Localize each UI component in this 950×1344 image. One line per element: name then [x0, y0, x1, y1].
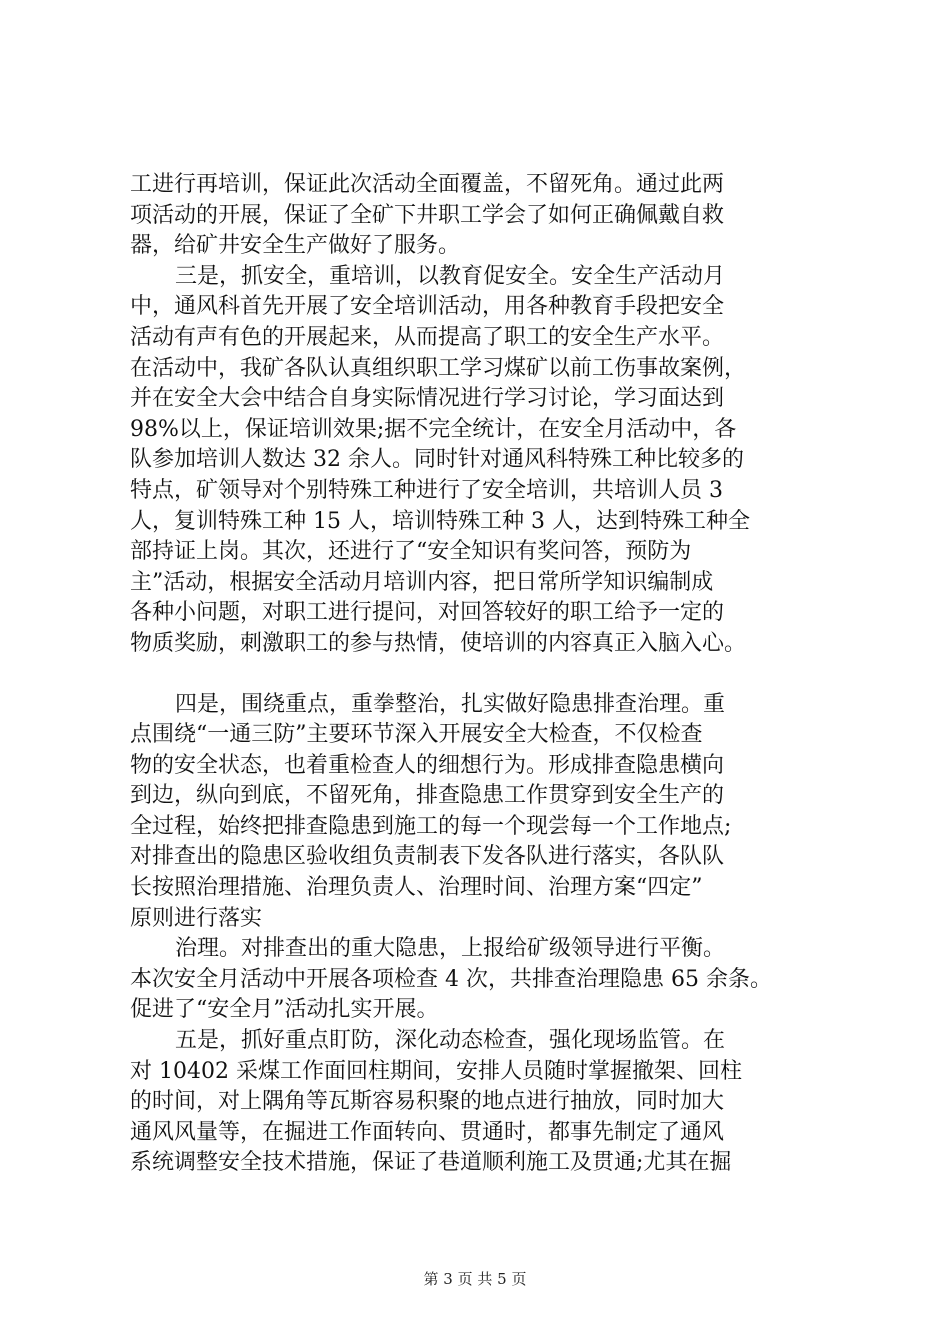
text-line: 系统调整安全技术措施，保证了巷道顺利施工及贯通;尤其在掘 [130, 1150, 732, 1176]
text-line: 的时间，对上隅角等瓦斯容易积聚的地点进行抽放，同时加大 [130, 1089, 725, 1115]
text-line: 三是，抓安全，重培训，以教育促安全。安全生产活动月 [175, 263, 726, 289]
text-line: 98%以上，保证培训效果;据不完全统计，在安全月活动中，各 [130, 416, 737, 442]
text-line: 并在安全大会中结合自身实际情况进行学习讨论，学习面达到 [130, 386, 725, 412]
text-line: 各种小问题，对职工进行提问，对回答较好的职工给予一定的 [130, 600, 725, 626]
text-line: 队参加培训人数达 32 余人。同时针对通风科特殊工种比较多的 [130, 447, 744, 473]
paragraph-gap [130, 660, 830, 690]
text-line: 特点，矿领导对个别特殊工种进行了安全培训，共培训人员 3 [130, 477, 723, 503]
page-number-footer: 第 3 页 共 5 页 [423, 1270, 527, 1288]
text-line: 全过程，始终把排查隐患到施工的每一个现尝每一个工作地点; [130, 813, 732, 839]
text-line: 工进行再培训，保证此次活动全面覆盖，不留死角。通过此两 [130, 172, 725, 197]
text-line: 长按照治理措施、治理负责人、治理时间、治理方案“四定” [130, 875, 703, 901]
text-line: 活动有声有色的开展起来，从而提高了职工的安全生产水平。 [130, 324, 725, 350]
text-line: 物的安全状态，也着重检查人的细想行为。形成排查隐患横向 [130, 752, 725, 778]
text-line: 部持证上岗。其次，还进行了“安全知识有奖问答，预防为 [130, 539, 692, 565]
text-line: 本次安全月活动中开展各项检查 4 次，共排查治理隐患 65 余条。 [130, 966, 772, 992]
text-line: 到边，纵向到底，不留死角，排查隐患工作贯穿到安全生产的 [130, 783, 725, 809]
document-body [130, 170, 830, 1179]
text-line: 中，通风科首先开展了安全培训活动，用各种教育手段把安全 [130, 294, 725, 320]
text-line: 对 10402 采煤工作面回柱期间，安排人员随时掌握撤架、回柱 [130, 1058, 742, 1084]
text-line: 通风风量等，在掘进工作面转向、贯通时，都事先制定了通风 [130, 1119, 725, 1145]
text-line: 在活动中，我矿各队认真组织职工学习煤矿以前工伤事故案例， [130, 355, 747, 381]
text-line: 点围绕“一通三防”主要环节深入开展安全大检查，不仅检查 [130, 722, 703, 748]
text-line: 人，复训特殊工种 15 人，培训特殊工种 3 人，达到特殊工种全 [130, 508, 750, 534]
text-line: 四是，围绕重点，重拳整治，扎实做好隐患排查治理。重 [175, 691, 726, 717]
text-line: 五是，抓好重点盯防，深化动态检查，强化现场监管。在 [175, 1028, 726, 1054]
text-line: 原则进行落实 [130, 905, 263, 931]
text-line: 项活动的开展，保证了全矿下井职工学会了如何正确佩戴自救 [130, 202, 725, 228]
text-line: 器，给矿井安全生产做好了服务。 [130, 233, 461, 259]
text-line: 主”活动，根据安全活动月培训内容，把日常所学知识编制成 [130, 569, 714, 595]
text-line: 促进了“安全月”活动扎实开展。 [130, 997, 439, 1023]
text-line: 治理。对排查出的重大隐患，上报给矿级领导进行平衡。 [175, 936, 726, 962]
text-line: 对排查出的隐患区验收组负责制表下发各队进行落实，各队队 [130, 844, 725, 870]
text-line: 物质奖励，刺激职工的参与热情，使培训的内容真正入脑入心。 [130, 630, 747, 656]
